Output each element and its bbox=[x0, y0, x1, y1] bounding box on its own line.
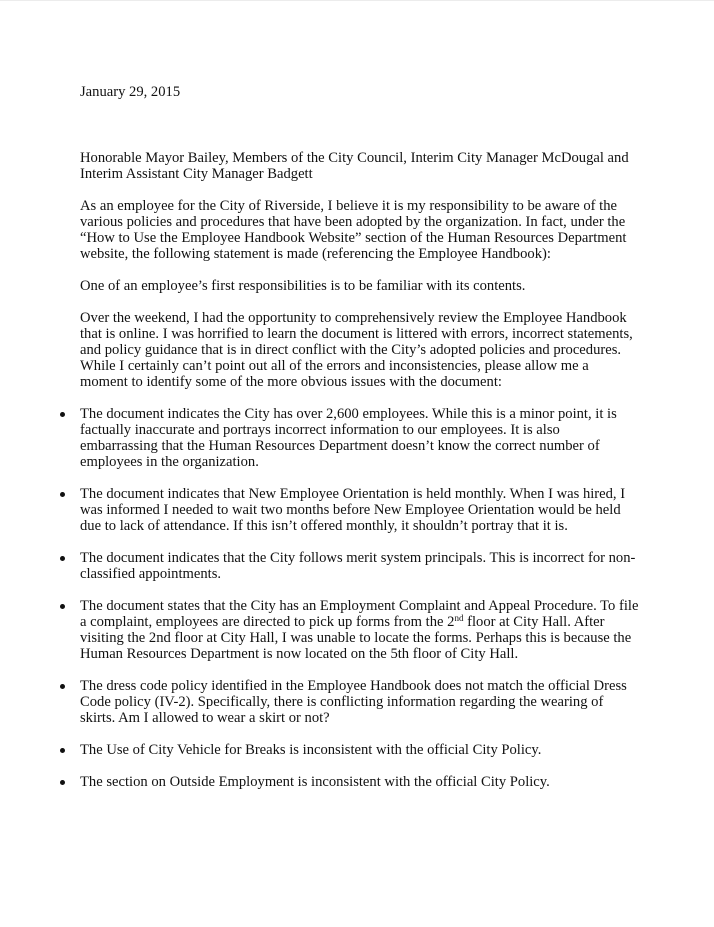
bullet-icon bbox=[60, 780, 65, 785]
list-item-text: The document indicates that New Employee Orientation is held monthly. When I was hired, I was informed I needed to wait two months before New Employee Orientation would be held due to lack of attendance. If this isn’t offered monthly, it shouldn’t portray that it is. bbox=[80, 486, 626, 534]
issues-list bbox=[80, 406, 640, 790]
page-top-border bbox=[0, 0, 714, 1]
ordinal-superscript: nd bbox=[454, 613, 464, 623]
list-item-text bbox=[80, 598, 638, 662]
list-item-employee-count bbox=[80, 406, 640, 470]
list-item-text: The document indicates the City has over 2,600 employees. While this is a minor point, it is factually inaccurate and portrays incorrect information to our employees. It is also embarrassing that the Human Resources Department doesn’t know the correct number of employees in the organization. bbox=[80, 406, 617, 470]
letter-salutation: Honorable Mayor Bailey, Members of the City Council, Interim City Manager McDougal and Interim Assistant City Manager Badgett bbox=[80, 150, 629, 182]
list-item-text: The document indicates that the City follows merit system principals. This is incorrect for non-classified appointments. bbox=[80, 550, 636, 582]
list-item-text: The section on Outside Employment is inconsistent with the official City Policy. bbox=[80, 774, 550, 790]
list-item-city-vehicle bbox=[80, 742, 640, 758]
bullet-icon bbox=[60, 748, 65, 753]
bullet-icon bbox=[60, 412, 65, 417]
list-item-outside-employment bbox=[80, 774, 640, 790]
review-paragraph: Over the weekend, I had the opportunity to comprehensively review the Employee Handbook that is online. I was horrified to learn the document is littered with errors, incorrect statements, and policy guidance that is in direct conflict with the City’s adopted policies and procedures. While I certainly can’t point out all of the errors and inconsistencies, please allow me a moment to identify some of the more obvious issues with the document: bbox=[80, 310, 633, 390]
bullet-icon bbox=[60, 492, 65, 497]
bullet-icon bbox=[60, 684, 65, 689]
list-item-text-after: floor at City Hall. After visiting the 2nd floor at City Hall, I was unable to locate the forms. Perhaps this is because the Human Resources Department is now located on the 5th floor of City Hall. bbox=[80, 614, 632, 662]
letter-page bbox=[80, 84, 640, 790]
list-item-complaint-procedure bbox=[80, 598, 640, 662]
list-item-text-before: The document states that the City has an Employment Complaint and Appeal Procedure. To file a complaint, employees are directed to pick up forms from the 2 bbox=[80, 598, 639, 630]
letter-date: January 29, 2015 bbox=[80, 84, 181, 100]
list-item-text: The Use of City Vehicle for Breaks is inconsistent with the official City Policy. bbox=[80, 742, 542, 758]
intro-paragraph: As an employee for the City of Riverside, I believe it is my responsibility to be aware of the various policies and procedures that have been adopted by the organization. In fact, under the “How to Use the Employee Handbook Website” section of the Human Resources Department website, the following statement is made (referencing the Employee Handbook): bbox=[80, 198, 627, 262]
list-item-merit-system bbox=[80, 550, 640, 582]
list-item-orientation bbox=[80, 486, 640, 534]
quoted-statement: One of an employee’s first responsibilities is to be familiar with its contents. bbox=[80, 278, 526, 294]
bullet-icon bbox=[60, 556, 65, 561]
list-item-text: The dress code policy identified in the Employee Handbook does not match the official Dress Code policy (IV-2). Specifically, there is conflicting information regarding the wearing of skirts. Am I allowed to wear a skirt or not? bbox=[80, 678, 627, 726]
bullet-icon bbox=[60, 604, 65, 609]
list-item-dress-code bbox=[80, 678, 640, 726]
